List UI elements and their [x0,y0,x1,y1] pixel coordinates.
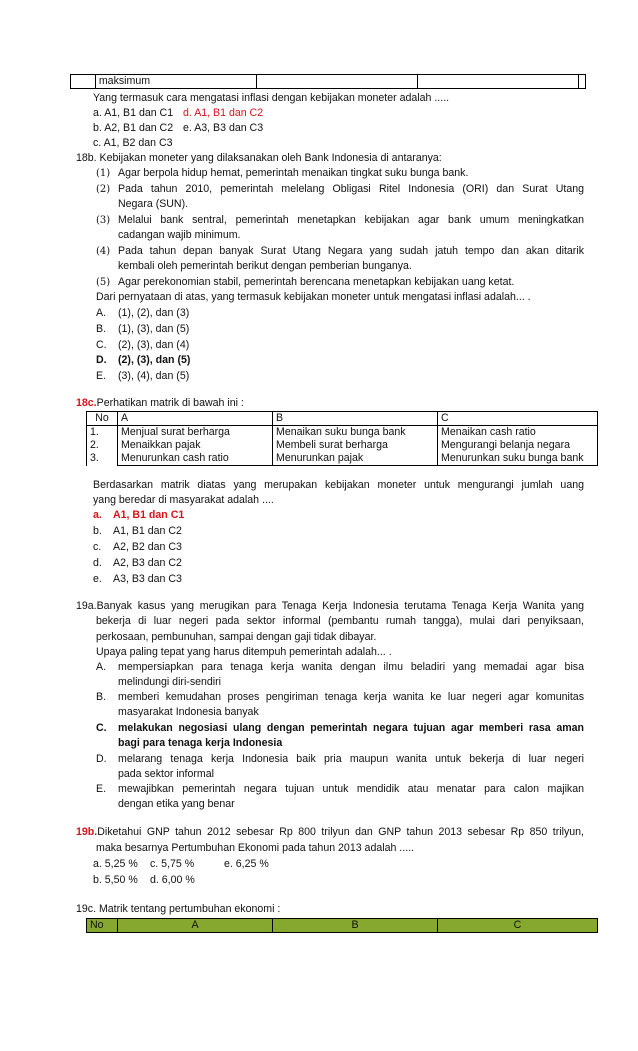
top-table-cell: maksimum [95,75,256,89]
q19c-matrix-header [86,918,598,933]
matrix-cell-text: Menurunkan pajak [276,452,364,464]
q18c-option-text: A1, B1 dan C1 [113,509,185,521]
matrix-cell [87,426,118,466]
q18b-option-letter: C. [96,339,107,351]
q18b-option-letter: E. [96,370,107,382]
matrix-cell-text: Membeli surat berharga [276,439,388,451]
q18b-option-text: (3), (4), dan (5) [118,370,190,382]
q18b-item-number: (4) [96,246,111,257]
q19a-option-text: bagi para tenaga kerja Indonesia [118,737,283,749]
q18b-option-letter: A. [96,307,107,319]
q18c-option-letter: e. [93,573,102,585]
matrix-cell-text: Menaikan cash ratio [441,426,536,438]
q18b-prompt: Dari pernyataan di atas, yang termasuk kebijakan moneter untuk mengatasi inflasi adalah... . [96,291,531,303]
q19a-option-letter: E. [96,783,107,795]
q18c-option-text: A2, B3 dan C2 [113,557,182,569]
q19a-option-letter: D. [96,753,107,765]
q19a-option-text: melarang tenaga kerja Indonesia baik pria maupun wanita untuk bekerja di luar negeri [118,753,584,765]
q18c-option-letter: c. [93,541,102,553]
q18b-item-text: Agar berpola hidup hemat, pemerintah menaikan tingkat suku bunga bank. [118,167,469,179]
top-table-cell [579,75,586,89]
matrix-header: B [273,919,438,933]
matrix-header: A [118,919,273,933]
q18c-title: Perhatikan matrik di bawah ini : [96,397,244,409]
q18b-option-text: (2), (3), dan (4) [118,339,190,351]
q19a-text: bekerja di luar negeri pada sektor informal (pembantu rumah tangga), mulai dari penyiksaan, [96,615,584,627]
q19b-text: Diketahui GNP tahun 2012 sebesar Rp 800 trilyun dan GNP tahun 2013 sebesar Rp 850 trilyun, [97,826,584,838]
q19a-option-text: memberi kemudahan proses pengiriman tenaga kerja wanita ke luar negeri agar komunitas [118,691,584,703]
top-table-cell [418,75,579,89]
matrix-cell [438,426,598,466]
q19a-option-text: masyarakat Indonesia banyak [118,706,259,718]
q18c-option-text: A2, B2 dan C3 [113,541,182,553]
top-table-fragment [70,74,586,89]
q18b-item-text: Negara (SUN). [118,198,189,210]
q18a-option-e: e. A3, B3 dan C3 [183,122,264,134]
q18b-option-letter: D. [96,354,107,366]
q18b-option-text: (2), (3), dan (5) [118,354,191,366]
q18a-option-d: d. A1, B1 dan C2 [183,107,264,119]
matrix-header: B [273,412,438,426]
q18b-item-text: Pada tahun 2010, pemerintah melelang Obligasi Ritel Indonesia (ORI) dan Surat Utang [118,183,584,195]
q18c-heading [76,396,244,411]
matrix-header: No [87,919,118,933]
matrix-cell-text: Menjual surat berharga [121,426,230,438]
matrix-cell [273,426,438,466]
matrix-cell-text: Menurunkan cash ratio [121,452,229,464]
q18a-option-c: c. A1, B2 dan C3 [93,137,173,149]
q19a-option-text: melindungi diri-sendiri [118,676,222,688]
q18b-item-number: (1) [96,168,111,179]
q18b-question: 18b. Kebijakan moneter yang dilaksanakan oleh Bank Indonesia di antaranya: [76,152,442,164]
q19b-label: 19b. [76,826,98,838]
matrix-header: C [438,412,598,426]
q18b-item-text: Agar perekonomian stabil, pemerintah berencana menetapkan kebijakan uang ketat. [118,276,515,288]
q19b-option-c: c. 5,75 % [150,858,195,870]
q19a-option-letter: A. [96,661,107,673]
top-table-cell [71,75,96,89]
matrix-row-number: 2. [90,439,99,451]
q19b-option-a: a. 5,25 % [93,858,138,870]
q19b-text: maka besarnya Pertumbuhan Ekonomi pada tahun 2013 adalah ..... [96,842,415,854]
q18c-option-letter: a. [93,509,102,521]
matrix-cell [118,426,273,466]
q18b-option-text: (1), (3), dan (5) [118,323,190,335]
q19b-option-b: b. 5,50 % [93,874,138,886]
q18c-option-letter: b. [93,525,102,537]
q18b-item-number: (5) [96,277,111,288]
q18c-matrix [86,411,598,466]
q18b-option-text: (1), (2), dan (3) [118,307,190,319]
q18c-option-text: A3, B3 dan C3 [113,573,182,585]
matrix-row-number: 3. [90,452,99,464]
q19b-question [76,825,584,840]
q19a-option-text: dengan etika yang benar [118,798,235,810]
q18b-item-text: kembali oleh pemerintah berikut dengan pemberian bunganya. [118,260,412,272]
q19a-text: perkosaan, pembunuhan, sampai dengan gaji tidak dibayar. [96,631,377,643]
matrix-cell-text: Menaikan suku bunga bank [276,426,406,438]
q19b-option-e: e. 6,25 % [224,858,269,870]
q18b-item-text: Melalui bank sentral, pemerintah menetapkan kebijakan agar bank umum meningkatkan [118,214,584,226]
q19a-text: 19a.Banyak kasus yang merugikan para Tenaga Kerja Indonesia terutama Tenaga Kerja Wanita yang [76,600,584,612]
q18b-item-text: Pada tahun depan banyak Surat Utang Negara yang sudah jatuh tempo dan akan ditarik [118,245,584,257]
q18b-option-letter: B. [96,323,107,335]
q18a-question: Yang termasuk cara mengatasi inflasi dengan kebijakan moneter adalah ..... [93,92,450,104]
q19a-text: Upaya paling tepat yang harus ditempuh pemerintah adalah... . [96,646,392,658]
q18c-prompt: Berdasarkan matrik diatas yang merupakan kebijakan moneter untuk mengurangi jumlah uang [93,479,584,491]
q19b-option-d: d. 6,00 % [150,874,195,886]
q19a-option-text: mewajibkan pemerintah negara tujuan untuk mendidik atau menatar para calon majikan [118,783,584,795]
q18c-option-text: A1, B1 dan C2 [113,525,182,537]
matrix-header: C [438,919,598,933]
q19a-option-letter: C. [96,722,107,734]
top-table-cell [257,75,418,89]
matrix-header: A [118,412,273,426]
matrix-cell-text: Mengurangi belanja negara [441,439,570,451]
q18b-item-number: (2) [96,184,111,195]
q19a-option-text: mempersiapkan para tenaga kerja wanita dengan ilmu beladiri yang memadai agar bisa [118,661,584,673]
q18c-option-letter: d. [93,557,102,569]
matrix-cell-text: Menurunkan suku bunga bank [441,452,584,464]
q19a-option-text: pada sektor informal [118,768,214,780]
q18c-prompt: yang beredar di masyarakat adalah .... [93,494,274,506]
matrix-cell-text: Menaikkan pajak [121,439,201,451]
matrix-row-number: 1. [90,426,99,438]
q18a-option-a: a. A1, B1 dan C1 [93,107,174,119]
q18c-label: 18c. [76,397,97,409]
q19c-title: 19c. Matrik tentang pertumbuhan ekonomi : [76,903,281,915]
matrix-header: No [87,412,118,426]
q19a-option-letter: B. [96,691,107,703]
q18b-item-text: cadangan wajib minimum. [118,229,241,241]
q19a-option-text: melakukan negosiasi ulang dengan pemerintah negara tujuan agar memberi rasa aman [118,722,584,734]
q18b-item-number: (3) [96,215,111,226]
q18a-option-b: b. A2, B1 dan C2 [93,122,174,134]
